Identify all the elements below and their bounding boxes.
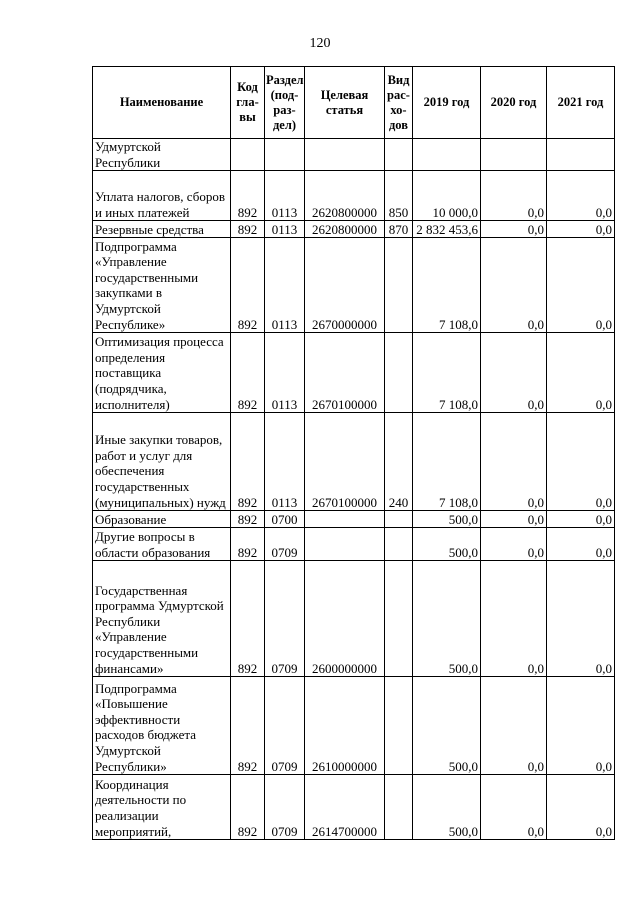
row-expense-type xyxy=(385,511,413,528)
row-amount-2020 xyxy=(481,139,547,171)
row-amount-2020: 0,0 xyxy=(481,775,547,840)
row-name: Уплата налогов, сборов и иных платежей xyxy=(93,171,231,221)
row-amount-2021: 0,0 xyxy=(547,221,615,238)
header-2021: 2021 год xyxy=(547,67,615,139)
row-target-code: 2620800000 xyxy=(305,171,385,221)
row-chapter-code: 892 xyxy=(231,171,265,221)
row-amount-2021: 0,0 xyxy=(547,528,615,561)
table-row xyxy=(93,333,615,413)
row-section-code: 0113 xyxy=(265,171,305,221)
row-name: Образование xyxy=(93,511,231,528)
row-amount-2021: 0,0 xyxy=(547,561,615,677)
row-amount-2019: 7 108,0 xyxy=(413,413,481,511)
row-amount-2019 xyxy=(413,139,481,171)
row-target-code xyxy=(305,528,385,561)
table-row xyxy=(93,561,615,677)
row-amount-2021: 0,0 xyxy=(547,511,615,528)
table-row xyxy=(93,413,615,511)
row-amount-2020: 0,0 xyxy=(481,413,547,511)
row-expense-type xyxy=(385,561,413,677)
header-expense: Вид рас-хо-дов xyxy=(385,67,413,139)
row-name: Другие вопросы в области образования xyxy=(93,528,231,561)
table-row xyxy=(93,528,615,561)
row-amount-2020: 0,0 xyxy=(481,221,547,238)
row-expense-type xyxy=(385,528,413,561)
row-name: Государственная программа Удмуртской Республики «Управление государственными финансами» xyxy=(93,561,231,677)
table-row xyxy=(93,677,615,775)
row-expense-type xyxy=(385,677,413,775)
row-amount-2019: 500,0 xyxy=(413,561,481,677)
row-expense-type xyxy=(385,238,413,333)
table-row xyxy=(93,238,615,333)
page-number: 120 xyxy=(309,36,331,51)
row-amount-2021: 0,0 xyxy=(547,775,615,840)
row-expense-type: 870 xyxy=(385,221,413,238)
table-row xyxy=(93,221,615,238)
header-target: Целевая статья xyxy=(305,67,385,139)
row-name: Координация деятельности по реализации мероприятий, xyxy=(93,775,231,840)
row-amount-2019: 500,0 xyxy=(413,528,481,561)
row-amount-2021 xyxy=(547,139,615,171)
row-amount-2020: 0,0 xyxy=(481,333,547,413)
row-amount-2021: 0,0 xyxy=(547,677,615,775)
row-section-code: 0113 xyxy=(265,221,305,238)
table-row xyxy=(93,775,615,840)
row-section-code: 0700 xyxy=(265,511,305,528)
row-target-code: 2670100000 xyxy=(305,413,385,511)
row-section-code: 0113 xyxy=(265,333,305,413)
row-chapter-code: 892 xyxy=(231,333,265,413)
row-section-code: 0709 xyxy=(265,677,305,775)
table-row xyxy=(93,139,615,171)
row-section-code xyxy=(265,139,305,171)
row-target-code: 2670000000 xyxy=(305,238,385,333)
row-section-code: 0709 xyxy=(265,528,305,561)
row-chapter-code: 892 xyxy=(231,238,265,333)
row-name: Подпрограмма «Управление государственными закупками в Удмуртской Республике» xyxy=(93,238,231,333)
table-row xyxy=(93,171,615,221)
row-target-code: 2610000000 xyxy=(305,677,385,775)
row-amount-2021: 0,0 xyxy=(547,413,615,511)
row-expense-type: 850 xyxy=(385,171,413,221)
row-amount-2019: 7 108,0 xyxy=(413,238,481,333)
row-chapter-code: 892 xyxy=(231,221,265,238)
row-section-code: 0709 xyxy=(265,775,305,840)
row-amount-2020: 0,0 xyxy=(481,238,547,333)
row-amount-2019: 10 000,0 xyxy=(413,171,481,221)
row-name: Иные закупки товаров, работ и услуг для обеспечения государственных (муниципальных) нужд xyxy=(93,413,231,511)
row-chapter-code: 892 xyxy=(231,677,265,775)
row-amount-2019: 500,0 xyxy=(413,511,481,528)
row-name: Удмуртской Республики xyxy=(93,139,231,171)
row-section-code: 0709 xyxy=(265,561,305,677)
row-amount-2020: 0,0 xyxy=(481,171,547,221)
row-chapter-code: 892 xyxy=(231,511,265,528)
row-name: Резервные средства xyxy=(93,221,231,238)
row-section-code: 0113 xyxy=(265,413,305,511)
row-chapter-code: 892 xyxy=(231,413,265,511)
row-amount-2020: 0,0 xyxy=(481,511,547,528)
row-name: Оптимизация процесса определения поставщика (подрядчика, исполнителя) xyxy=(93,333,231,413)
row-amount-2020: 0,0 xyxy=(481,677,547,775)
header-2019: 2019 год xyxy=(413,67,481,139)
row-chapter-code: 892 xyxy=(231,561,265,677)
row-chapter-code: 892 xyxy=(231,528,265,561)
table-row xyxy=(93,511,615,528)
row-expense-type xyxy=(385,139,413,171)
row-amount-2021: 0,0 xyxy=(547,171,615,221)
row-amount-2019: 500,0 xyxy=(413,775,481,840)
row-expense-type xyxy=(385,775,413,840)
row-amount-2020: 0,0 xyxy=(481,528,547,561)
row-target-code xyxy=(305,139,385,171)
row-expense-type xyxy=(385,333,413,413)
header-section: Раздел (под-раз-дел) xyxy=(265,67,305,139)
row-target-code: 2620800000 xyxy=(305,221,385,238)
row-target-code: 2670100000 xyxy=(305,333,385,413)
row-amount-2019: 2 832 453,6 xyxy=(413,221,481,238)
row-amount-2019: 500,0 xyxy=(413,677,481,775)
row-name: Подпрограмма «Повышение эффективности расходов бюджета Удмуртской Республики» xyxy=(93,677,231,775)
row-amount-2021: 0,0 xyxy=(547,333,615,413)
table-header-row xyxy=(93,67,615,139)
budget-table xyxy=(92,66,615,840)
row-target-code xyxy=(305,511,385,528)
row-section-code: 0113 xyxy=(265,238,305,333)
row-chapter-code: 892 xyxy=(231,775,265,840)
row-amount-2019: 7 108,0 xyxy=(413,333,481,413)
row-target-code: 2600000000 xyxy=(305,561,385,677)
row-chapter-code xyxy=(231,139,265,171)
header-chapter: Код гла-вы xyxy=(231,67,265,139)
header-2020: 2020 год xyxy=(481,67,547,139)
row-target-code: 2614700000 xyxy=(305,775,385,840)
row-amount-2021: 0,0 xyxy=(547,238,615,333)
header-name: Наименование xyxy=(93,67,231,139)
row-amount-2020: 0,0 xyxy=(481,561,547,677)
row-expense-type: 240 xyxy=(385,413,413,511)
